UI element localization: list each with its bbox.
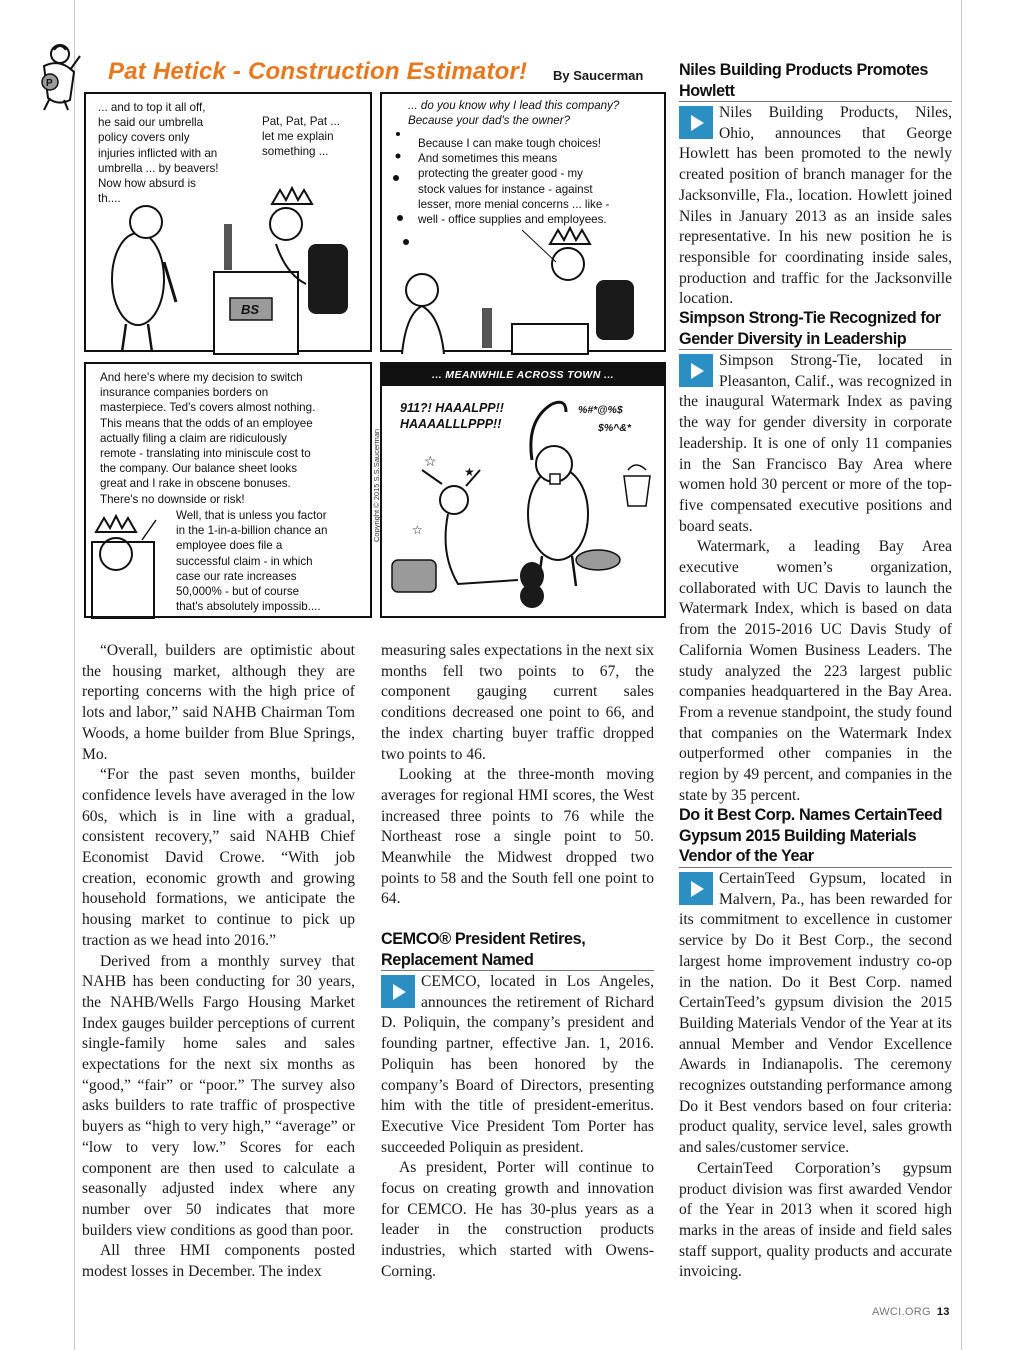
col1-paragraph: “For the past seven months, builder confidence levels have averaged in the low 60s, which is in line with a gradual, consistent recovery,” said NAHB Chief Economist David Crowe. “With job creation, economic growth and growing household formations, we anticipate the housing market to continue to pick up traction as we head into 2016.” <box>82 766 355 949</box>
comic-panel-1 <box>84 92 372 352</box>
panel3-illustration <box>86 364 374 620</box>
col1-paragraph: Derived from a monthly survey that NAHB has been conducting for 30 years, the NAHB/Wells Fargo Housing Market Index gauges builder perceptions of current single-family home sales and sales expectations for the next six months as “good,” “fair” or “poor.” The survey also asks builders to rate traffic of prospective buyers as “high to very high,” “average” or “low to very low.” Scores for each component are then used to calculate a seasonally adjusted index where any number over 50 indicates that more builders view conditions as good than poor. <box>82 952 355 1239</box>
niles-paragraph-1 <box>679 103 952 310</box>
column-1 <box>82 641 355 1283</box>
svg-text:★: ★ <box>464 465 475 479</box>
page-number: 13 <box>936 1306 950 1318</box>
doitbest-paragraph-2: CertainTeed Corporation’s gypsum product division was first awarded Vendor of the Year in 2013 when it scored high marks in the areas of inside and field sales staff support, quality products and accurate invoicing. <box>679 1159 952 1281</box>
panel3-caption-bottom: Well, that is unless you factor in the 1-in-a-billion chance an employee does file a successful claim - in which case our rate increases 50,000% - but of course that's absolutely impossib.... <box>176 509 328 614</box>
panel2-caption-top: ... do you know why I lead this company? Because your dad's the owner? <box>408 99 620 128</box>
col2-paragraph: measuring sales expectations in the next six months fell two points to 67, the component gauging current sales conditions decreased one point to 66, and the index charting buyer traffic dropped two points to 46. <box>381 642 654 763</box>
doitbest-headline: Do it Best Corp. Names CertainTeed Gypsum 2015 Building Materials Vendor of the Year <box>679 805 952 868</box>
comic-title: Pat Hetick - Construction Estimator! <box>108 58 528 85</box>
comic-byline: By Saucerman <box>553 68 644 83</box>
niles-headline: Niles Building Products Promotes Howlett <box>679 60 952 102</box>
left-margin-rule <box>74 0 75 1350</box>
col2-paragraph: Looking at the three-month moving averages for regional HMI scores, the West increased three points to 76 while the Northeast rose a single point to 50. Meanwhile the Midwest dropped two points to 58 and the South fell one point to 64. <box>381 766 654 908</box>
comic-panel-2 <box>380 92 666 352</box>
right-margin-rule <box>961 0 962 1350</box>
cemco-paragraph-2: As president, Porter will continue to focus on creating growth and innovation for CEMCO. He has 30-plus years as a leader in the construction products industries, which started with Owens-Corning. <box>381 1159 654 1280</box>
comic-panel-4 <box>372 362 666 618</box>
simpson-article <box>679 351 952 806</box>
panel2-caption-body: Because I can make tough choices! And sometimes this means protecting the greater good - my stock values for instance - against lesser, more menial concerns ... like - well - office supplies and employees. <box>418 137 610 227</box>
play-arrow-icon <box>679 872 713 905</box>
footer-site: AWCI.ORG <box>872 1306 931 1318</box>
doitbest-paragraph-1 <box>679 869 952 1159</box>
panel3-caption-top: And here's where my decision to switch insurance companies borders on masterpiece. Ted's covers almost nothing. This means that the odds of an employee actually filing a claim are ridiculously remote - translating into miniscule cost to the company. Our balance sheet looks great and I rake in obscene bonuses. There's no downside or risk! <box>100 371 316 506</box>
niles-article <box>679 103 952 310</box>
panel4-illustration <box>382 364 668 620</box>
comic-panel-3 <box>84 362 372 618</box>
mascot-icon <box>30 40 86 112</box>
desk-label: BS <box>241 302 260 317</box>
col1-paragraph: All three HMI components posted modest losses in December. The index <box>82 1242 355 1281</box>
panel2-illustration <box>382 94 668 354</box>
simpson-paragraph-1-text: Simpson Strong-Tie, located in Pleasanton, Calif., was recognized in the inaugural Watermark Index as paving the way for gender diversity in corporate leadership. It is one of only 11 companies in the San Francisco Bay Area where women hold 30 percent or more of the top-five compensated executive positions and board seats. <box>679 352 952 535</box>
cemco-article <box>381 972 654 1283</box>
panel4-banner: ... MEANWHILE ACROSS TOWN ... <box>382 364 664 386</box>
panel4-copyright: Copyright © 2015 S.S.Saucerman <box>372 428 381 542</box>
cemco-headline: CEMCO® President Retires, Replacement Named <box>381 929 654 971</box>
page-footer <box>872 1306 950 1318</box>
panel4-curse-2: $%^&* <box>598 422 631 434</box>
panel1-left-caption: ... and to top it all off, he said our umbrella policy covers only injuries inflicted with an umbrella ... by beavers! Now how absurd is th.... <box>98 101 219 206</box>
simpson-headline: Simpson Strong-Tie Recognized for Gender Diversity in Leadership <box>679 308 952 350</box>
cemco-paragraph-1 <box>381 972 654 1158</box>
panel4-shout: 911?! HAAALPP!! HAAAALLLPPP!! <box>400 401 504 431</box>
doitbest-paragraph-1-text: CertainTeed Gypsum, located in Malvern, Pa., has been rewarded for its commitment to excellence in customer service by Do it Best Corp., the second largest home improvement industry co-op in the nation. Do it Best Corp. named CertainTeed’s gypsum division the 2015 Building Materials Vendor of the Year at its annual Member and Vendor Excellence Awards in Indianapolis. The ceremony recognizes outstanding performance among Do it Best vendors based on four criteria: product quality, service level, sales growth and sales/customer service. <box>679 870 952 1157</box>
play-arrow-icon <box>679 106 713 139</box>
svg-text:P: P <box>46 78 53 89</box>
svg-text:☆: ☆ <box>424 455 437 470</box>
play-arrow-icon <box>381 975 415 1008</box>
cemco-paragraph-1-text: CEMCO, located in Los Angeles, announces the retirement of Richard D. Poliquin, the company’s president and founding partner, effective Jan. 1, 2016. Poliquin has been honored by the company’s Board of Directors, presenting him with the title of president-emeritus. Executive Vice President Tom Porter has succeeded Poliquin as president. <box>381 973 654 1156</box>
panel1-right-caption: Pat, Pat, Pat ... let me explain something ... <box>262 115 340 159</box>
panel4-curse-1: %#*@%$ <box>578 404 623 416</box>
niles-paragraph-1-text: Niles Building Products, Niles, Ohio, announces that George Howlett has been promoted to the newly created position of branch manager for the Jacksonville, Fla., location. Howlett joined Niles in January 2013 as an inside sales representative. In his new position he is responsible for coordinating inside sales, production and traffic for the Jacksonville location. <box>679 104 952 308</box>
column-2 <box>381 641 654 910</box>
svg-text:☆: ☆ <box>412 523 423 537</box>
doitbest-article <box>679 869 952 1283</box>
simpson-paragraph-2: Watermark, a leading Bay Area executive women’s organization, collaborated with UC Davis to launch the Watermark Index, which is based on data from the 2015-2016 UC Davis Study of California Women Business Leaders. The study analyzed the 223 largest public companies headquartered in the Bay Area. From a revenue standpoint, the study found that companies on the Watermark Index outperformed other companies in the region by 49 percent, and companies in the state by 35 percent. <box>679 538 952 804</box>
play-arrow-icon <box>679 354 713 387</box>
panel1-illustration <box>86 94 374 354</box>
col1-paragraph: “Overall, builders are optimistic about the housing market, although they are reporting concerns with the high price of lots and labor,” said NAHB Chairman Tom Woods, a home builder from Blue Springs, Mo. <box>82 642 355 763</box>
simpson-paragraph-1 <box>679 351 952 537</box>
